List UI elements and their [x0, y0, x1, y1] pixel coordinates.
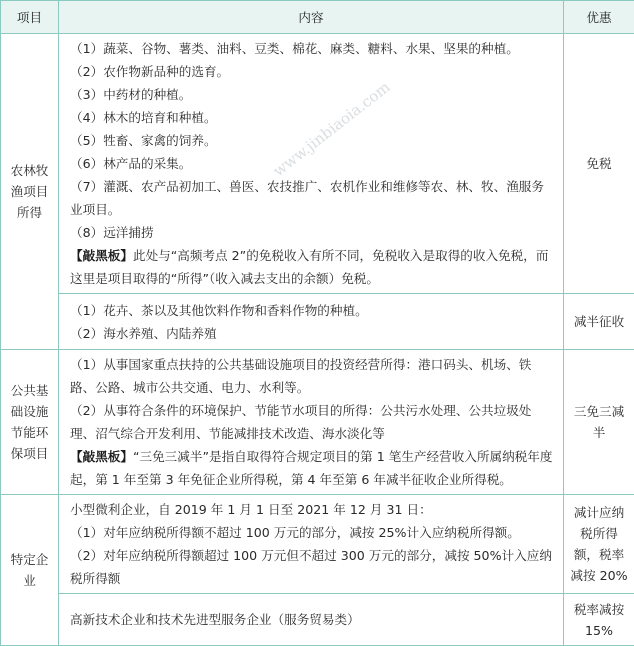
content-line: （2）从事符合条件的环境保护、节能节水项目的所得：公共污水处理、公共垃圾处理、沼气综合开发利用、节能减排技术改造、海水淡化等 — [70, 399, 555, 445]
content-line: （1）蔬菜、谷物、薯类、油料、豆类、棉花、麻类、糖料、水果、坚果的种植。 — [70, 37, 555, 60]
content-small-enterprise — [59, 495, 564, 594]
category-infrastructure: 公共基础设施节能环保项目 — [1, 350, 59, 495]
category-specific-enterprise: 特定企业 — [1, 495, 59, 646]
content-line: （6）林产品的采集。 — [70, 152, 555, 175]
content-line: （2）农作物新品种的选育。 — [70, 60, 555, 83]
table-row — [1, 495, 634, 594]
header-project: 项目 — [1, 1, 59, 34]
table-row — [1, 594, 634, 646]
content-infrastructure — [59, 350, 564, 495]
note-block — [70, 244, 555, 290]
note-label: 【敲黑板】 — [70, 449, 133, 464]
content-line: （8）远洋捕捞 — [70, 221, 555, 244]
benefit-small-enterprise: 减计应纳税所得额，税率减按 20% — [564, 495, 634, 594]
benefit-hightech: 税率减按 15% — [564, 594, 634, 646]
content-line: （3）中药材的种植。 — [70, 83, 555, 106]
header-content: 内容 — [59, 1, 564, 34]
content-line: 高新技术企业和技术先进型服务企业（服务贸易类） — [70, 608, 555, 631]
category-agriculture: 农林牧渔项目所得 — [1, 34, 59, 350]
note-text: 此处与“高频考点 2”的免税收入有所不同，免税收入是取得的收入免税，而这里是项目取得的“所得”（收入减去支出的余额）免税。 — [70, 248, 548, 286]
content-agriculture-half — [59, 294, 564, 350]
content-line: （2）对年应纳税所得额超过 100 万元但不超过 300 万元的部分，减按 50%计入应纳税所得额 — [70, 544, 555, 590]
note-block — [70, 445, 555, 491]
header-benefit: 优惠 — [564, 1, 634, 34]
table-row — [1, 34, 634, 294]
watermark: www.jinbiaoia.com — [270, 78, 394, 180]
content-agriculture — [59, 34, 564, 294]
content-line: 小型微利企业，自 2019 年 1 月 1 日至 2021 年 12 月 31 日： — [70, 498, 555, 521]
content-hightech — [59, 594, 564, 646]
content-line: （2）海水养殖、内陆养殖 — [70, 322, 555, 345]
table-row — [1, 350, 634, 495]
benefit-tax-exempt: 免税 — [564, 34, 634, 294]
note-label: 【敲黑板】 — [70, 248, 133, 263]
note-text: “三免三减半”是指自取得符合规定项目的第 1 笔生产经营收入所属纳税年度起，第 1 年至第 3 年免征企业所得税，第 4 年至第 6 年减半征收企业所得税。 — [70, 449, 552, 487]
table-header-row — [1, 1, 634, 34]
table-row — [1, 294, 634, 350]
content-line: （1）对年应纳税所得额不超过 100 万元的部分，减按 25%计入应纳税所得额。 — [70, 521, 555, 544]
content-line: （5）牲畜、家禽的饲养。 — [70, 129, 555, 152]
benefit-half-levy: 减半征收 — [564, 294, 634, 350]
content-line: （7）灌溉、农产品初加工、兽医、农技推广、农机作业和维修等农、林、牧、渔服务业项目。 — [70, 175, 555, 221]
benefit-three-three: 三免三减半 — [564, 350, 634, 495]
content-line: （1）花卉、茶以及其他饮料作物和香料作物的种植。 — [70, 299, 555, 322]
content-line: （1）从事国家重点扶持的公共基础设施项目的投资经营所得：港口码头、机场、铁路、公路、城市公共交通、电力、水利等。 — [70, 353, 555, 399]
content-line: （4）林木的培育和种植。 — [70, 106, 555, 129]
